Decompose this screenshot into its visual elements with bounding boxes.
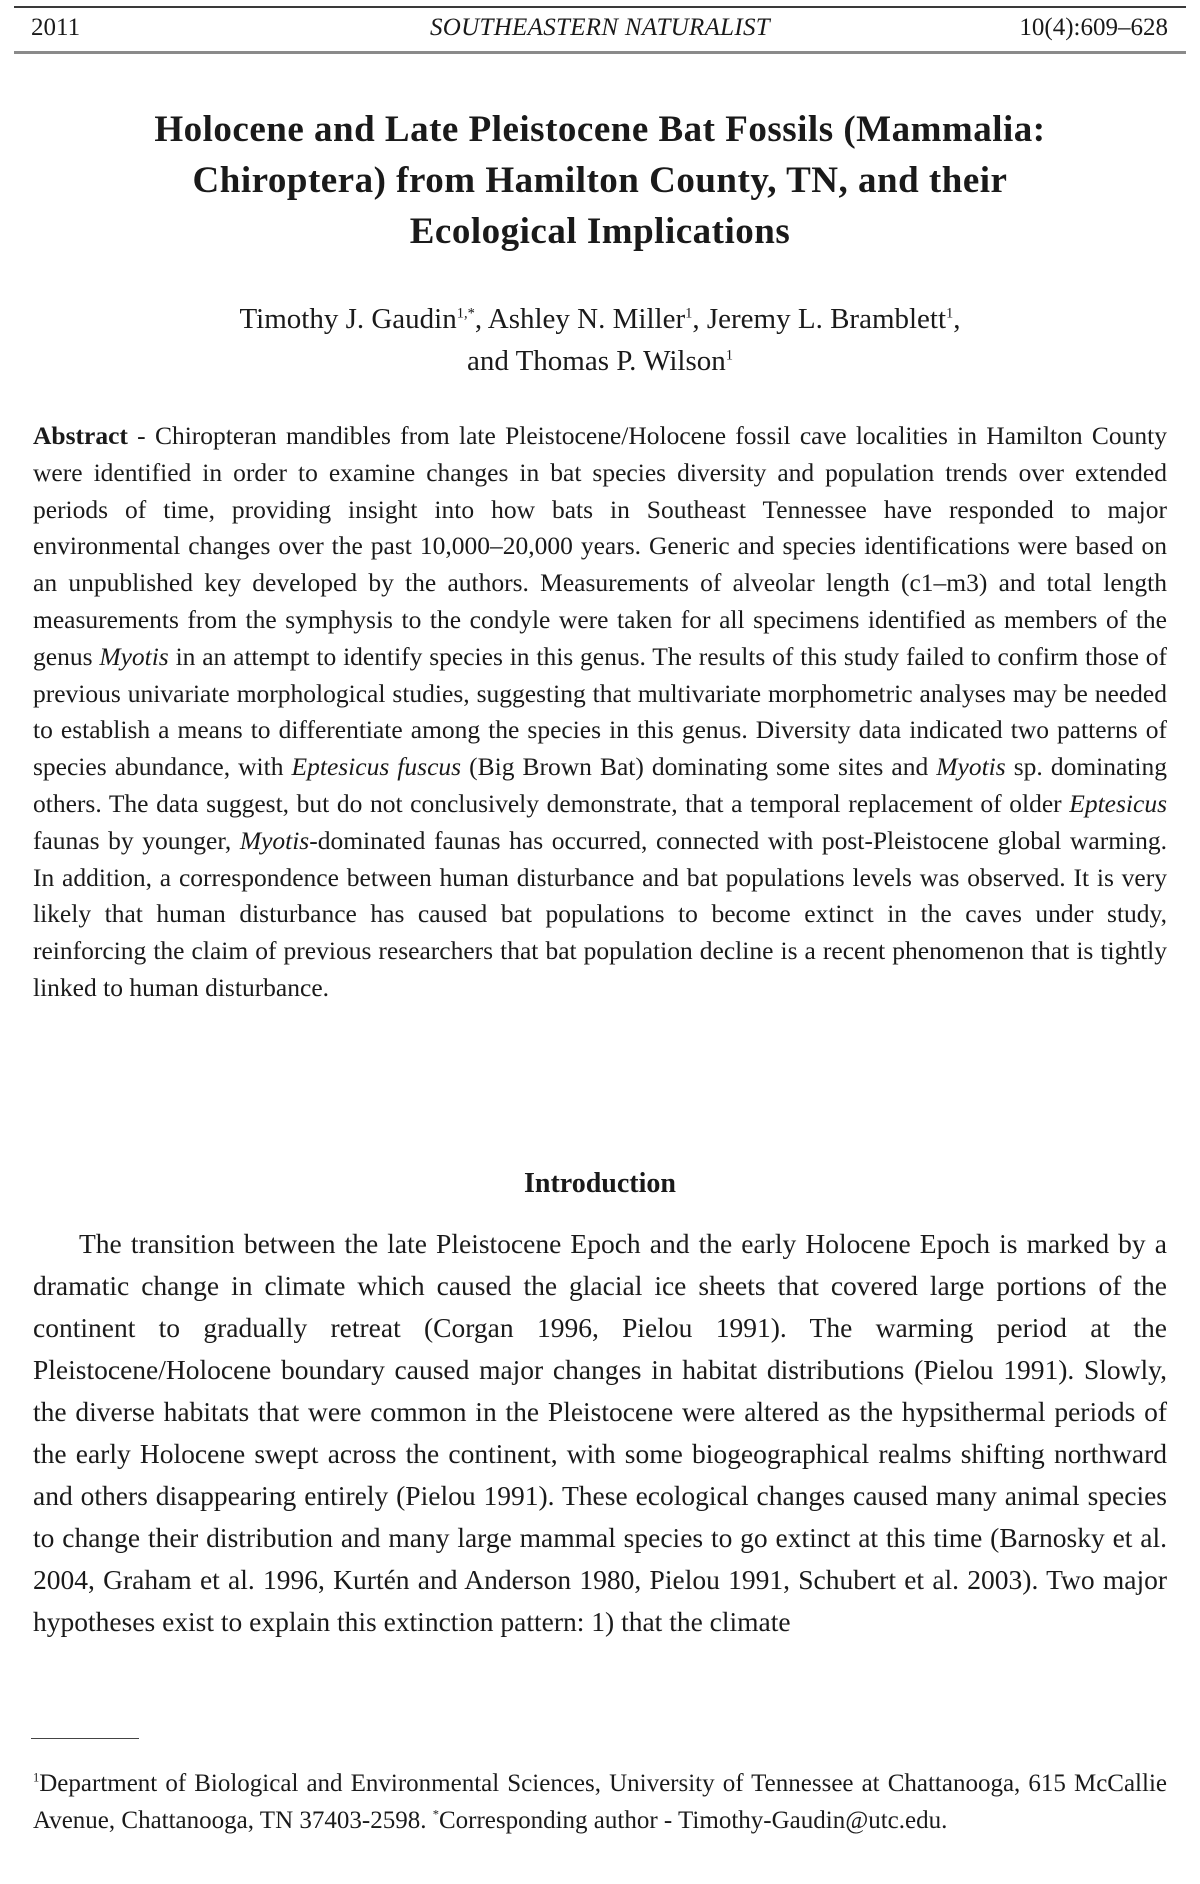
affiliation-marker: 1: [946, 305, 954, 322]
taxon-name: Myotis: [936, 752, 1006, 782]
running-head-volume-pages: 10(4):609–628: [1019, 14, 1168, 41]
taxon-name: Eptesicus: [1069, 788, 1167, 818]
author-name: Ashley N. Miller: [487, 303, 686, 335]
author-line: [0, 340, 1200, 382]
author-name: Timothy J. Gaudin: [239, 303, 457, 335]
taxon-name: Eptesicus fuscus: [291, 752, 462, 782]
article-title: [0, 104, 1200, 257]
abstract-dash: -: [127, 421, 155, 450]
author-line: [0, 298, 1200, 340]
running-head-year: 2011: [31, 14, 81, 41]
footnote-rule: [31, 1738, 139, 1739]
author-separator: ,: [692, 303, 707, 335]
title-line: Chiroptera) from Hamilton County, TN, and their: [192, 160, 1008, 201]
abstract-text: (Big Brown Bat) dominating some sites and: [461, 752, 937, 782]
abstract-text: in an attempt to identify species in this genus. The results of this study failed to confirm those of previous univariate morphological studies, suggesting that multivariate morphometric analyses may be needed to establish a means to differentiate among the species in this genus. Diversity data indicated two patterns of species abundance, with: [33, 641, 1167, 782]
top-rule: [14, 6, 1186, 8]
footnote-affiliation: Department of Biological and Environmental Sciences, University of Tennessee at Chattanooga, 615 McCallie Avenue, Chattanooga, TN 37403-2598.: [33, 1770, 1167, 1834]
abstract-body: [33, 421, 1167, 1002]
abstract-text: faunas by younger,: [33, 825, 240, 855]
author-name: Jeremy L. Bramblett: [706, 303, 947, 335]
taxon-name: Myotis: [99, 641, 169, 671]
affiliation-marker: 1: [725, 347, 734, 364]
abstract-text: sp. dominating others. The data suggest, but do not conclusively demonstrate, that a temporal replacement of older: [33, 752, 1167, 818]
abstract-text: Chiropteran mandibles from late Pleistocene/Holocene fossil cave localities in Hamilton County were identified in order to examine changes in bat species diversity and population trends over extended periods of time, providing insight into how bats in Southeast Tennessee have responded to major environmental changes over the past 10,000–20,000 years. Generic and species identifications were based on an unpublished key developed by the authors. Measurements of alveolar length (c1–m3) and total length measurements from the symphysis to the condyle were taken for all specimens identified as members of the genus: [33, 421, 1168, 671]
author-separator: ,: [474, 303, 488, 335]
footnote: [33, 1766, 1167, 1839]
footnote-marker: *: [432, 1807, 439, 1822]
introduction-paragraph: The transition between the late Pleistocene Epoch and the early Holocene Epoch is marked by a dramatic change in climate which caused the glacial ice sheets that covered large portions of the continent to gradually retreat (Corgan 1996, Pielou 1991). The warming period at the Pleistocene/Holocene boundary caused major changes in habitat distributions (Pielou 1991). Slowly, the diverse habitats that were common in the Pleistocene were altered as the hypsithermal periods of the early Holocene swept across the continent, with some biogeographical realms shifting northward and others disappearing entirely (Pielou 1991). These ecological changes caused many animal species to change their distribution and many large mammal species to go extinct at this time (Barnosky et al. 2004, Graham et al. 1996, Kurtén and Anderson 1980, Pielou 1991, Schubert et al. 2003). Two major hypotheses exist to explain this extinction pattern: 1) that the climate: [33, 1228, 1167, 1637]
running-head-journal: SOUTHEASTERN NATURALIST: [429, 14, 771, 41]
author-separator: ,: [953, 303, 961, 335]
title-line: Holocene and Late Pleistocene Bat Fossils (Mammalia:: [154, 109, 1046, 150]
author-name: and Thomas P. Wilson: [466, 345, 726, 377]
header-rule: [14, 51, 1186, 54]
affiliation-marker: 1,*: [456, 305, 475, 322]
footnote-marker: 1: [33, 1770, 40, 1785]
taxon-name: Myotis: [239, 825, 310, 855]
title-line: Ecological Implications: [409, 211, 791, 252]
affiliation-marker: 1: [685, 305, 693, 322]
author-list: [0, 298, 1200, 382]
footnote-corresponding: Corresponding author - Timothy-Gaudin@utc.edu.: [438, 1806, 948, 1834]
abstract-label: Abstract: [33, 421, 128, 450]
running-head: [0, 10, 1200, 46]
section-heading-introduction: Introduction: [524, 1168, 676, 1199]
abstract-text: -dominated faunas has occurred, connected with post-Pleistocene global warming. In addition, a correspondence between human disturbance and bat populations levels was observed. It is very likely that human disturbance has caused bat populations to become extinct in the caves under study, reinforcing the claim of previous researchers that bat population decline is a recent phenomenon that is tightly linked to human disturbance.: [33, 825, 1167, 1002]
abstract: [33, 418, 1167, 1007]
